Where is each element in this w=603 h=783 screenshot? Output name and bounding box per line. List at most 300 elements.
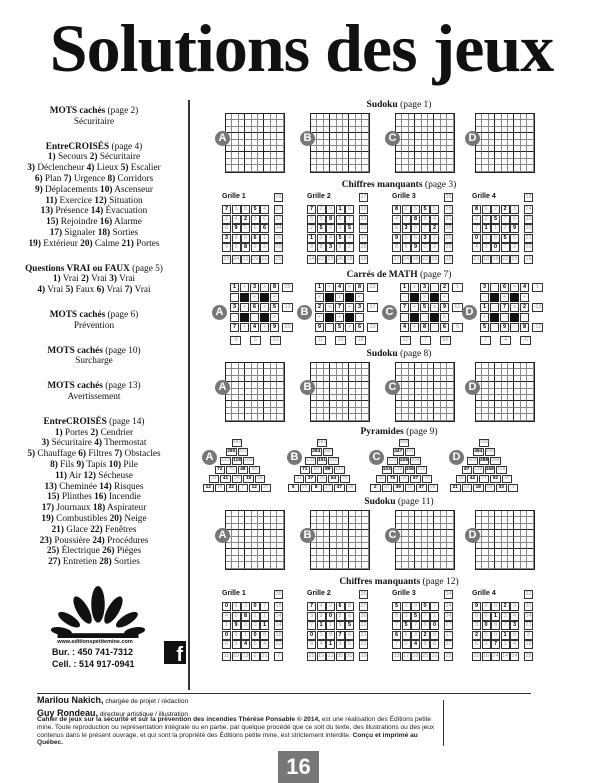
pyramid-block: 484 xyxy=(232,440,241,445)
column-result: -8 xyxy=(230,336,241,345)
black-cell xyxy=(240,293,249,302)
grid-cell: 7 xyxy=(402,215,411,224)
sudoku-puzzle xyxy=(300,113,370,173)
pyramid-block: 284 xyxy=(312,449,321,454)
row-sum: 16 xyxy=(525,244,532,250)
grid-cell: 5 xyxy=(392,602,401,611)
sudoku-puzzle xyxy=(465,113,535,173)
pyramid-block: 31 xyxy=(382,484,393,492)
math-cell: x xyxy=(430,303,439,312)
math-cell: 7 xyxy=(335,303,344,312)
row-sum: 21 xyxy=(525,234,532,241)
answer-word: Pile xyxy=(121,459,138,470)
answer-word: Cheminée xyxy=(56,481,100,492)
grid-cell: 7 xyxy=(491,640,500,649)
row-sum: 27 xyxy=(275,206,282,212)
pyramid-block: 12 xyxy=(203,484,214,492)
pyramid-block: 119 xyxy=(394,467,403,472)
column-sum: 16 xyxy=(431,653,438,659)
sudoku-puzzle xyxy=(465,510,535,570)
puzzle-letter-badge: C xyxy=(382,305,397,320)
pyramid-block: 229 xyxy=(329,458,338,463)
math-cell: 8 xyxy=(355,283,364,292)
corner-value: 26 xyxy=(275,591,282,597)
grid-cell: 1 xyxy=(326,621,335,630)
math-cell: - xyxy=(400,313,409,322)
answer-number: 16) xyxy=(94,492,107,503)
block-page: (page 5) xyxy=(129,263,163,274)
sudoku-cell xyxy=(362,562,368,568)
pyramid-block: 45 xyxy=(456,475,467,483)
sudoku-grid xyxy=(310,510,370,570)
sudoku-cell xyxy=(362,165,368,171)
pyramid-block: 22 xyxy=(226,484,237,492)
sudoku-puzzle xyxy=(215,362,285,422)
answer-word: Sorties xyxy=(110,227,139,238)
sudoku-grid xyxy=(225,362,285,422)
math-cell: + xyxy=(325,283,334,292)
answer-line xyxy=(0,449,188,460)
pyramid-block: 7 xyxy=(238,484,249,492)
grid-cell: 8 xyxy=(260,631,269,640)
column-sum: 19 xyxy=(242,653,249,659)
answer-word: Filtres xyxy=(86,449,115,460)
pyramid-block: 206 xyxy=(468,458,477,463)
grid-cell: 3 xyxy=(251,215,260,224)
grid-cell: 3 xyxy=(510,205,519,214)
total-sum: 28 xyxy=(445,256,452,262)
sudoku-cell xyxy=(277,562,283,568)
chiffres-grille xyxy=(392,193,462,273)
answer-number: 17) xyxy=(41,503,55,514)
answer-line xyxy=(0,117,188,128)
answer-number: 3) xyxy=(27,163,35,174)
column-sum: 20 xyxy=(261,256,268,262)
sudoku-grid xyxy=(310,362,370,422)
pyramid-block: 73 xyxy=(422,475,433,483)
math-cell: 9 xyxy=(315,323,324,332)
grid-cell: 8 xyxy=(430,640,439,649)
sudoku-puzzle xyxy=(465,362,535,422)
grid-cell: 0 xyxy=(472,612,481,621)
grid-cell: 5 xyxy=(421,205,430,214)
pyramid-block: 142 xyxy=(221,458,230,463)
answer-line xyxy=(0,503,188,514)
math-cell: 5 xyxy=(335,323,344,332)
grid-cell: 9 xyxy=(326,631,335,640)
math-cell: - xyxy=(250,313,259,322)
answer-word: Vrai xyxy=(104,285,125,296)
cell-phone: Cell. : 514 917-0941 xyxy=(52,658,135,669)
grid-cell: 5 xyxy=(307,215,316,224)
answer-number: 2) xyxy=(81,274,89,285)
puzzle-letter-badge: A xyxy=(215,380,230,395)
grid-cell: 7 xyxy=(501,243,510,252)
column-sum: 20 xyxy=(473,653,480,659)
grid-cell: 2 xyxy=(501,224,510,233)
sudoku-cell xyxy=(527,562,533,568)
math-cell: + xyxy=(260,303,269,312)
column-sum: 24 xyxy=(232,256,240,262)
pyramid-block: 151 xyxy=(317,458,326,463)
answer-line xyxy=(0,206,188,217)
puzzle-letter-badge: B xyxy=(287,450,302,465)
credit-name: Guy Rondeau, xyxy=(37,707,99,718)
answer-word: Signaler xyxy=(62,227,98,238)
grid-cell: 1 xyxy=(222,621,231,630)
section-name: Carrés de MATH xyxy=(346,270,418,280)
answer-word: Rejoindre xyxy=(58,217,100,228)
grid-cell: 2 xyxy=(430,234,439,243)
math-cell: + xyxy=(480,313,489,322)
grid-cell: 8 xyxy=(241,205,250,214)
pyramid-block: 236 xyxy=(411,458,420,463)
puzzle-letter-badge: D xyxy=(465,131,480,146)
sudoku-grid xyxy=(475,362,535,422)
column-sum: 23 xyxy=(501,256,509,262)
chiffres-grille xyxy=(222,590,292,670)
column-result: 10 xyxy=(400,336,411,345)
pyramid-block: 64 xyxy=(328,475,339,483)
answer-word: Portes xyxy=(133,238,160,249)
grid-cell: 0 xyxy=(232,612,241,621)
legal-bold: Conçu et imprimé au Québec. xyxy=(37,731,418,747)
column-sum: 25 xyxy=(327,256,334,262)
row-sum: 21 xyxy=(360,225,367,231)
column-sum: 17 xyxy=(402,653,410,659)
answer-word: Sorties xyxy=(111,557,140,568)
answer-number: 27) xyxy=(48,557,61,568)
section-title xyxy=(195,349,603,359)
math-cell: - xyxy=(490,283,499,292)
pyramid-block: 33 xyxy=(376,475,387,483)
grid-cell: 8 xyxy=(411,224,420,233)
pyramid-block: 4 xyxy=(508,484,519,492)
grid-cell: 3 xyxy=(421,234,430,243)
pyramid-block: 664 xyxy=(317,440,326,445)
math-cell: + xyxy=(335,313,344,322)
pyramid-block: 29 xyxy=(346,484,357,492)
answer-line xyxy=(0,196,188,207)
row-sum: 31 xyxy=(360,215,367,222)
grid-cell: 9 xyxy=(392,234,401,243)
grid-cell: 1 xyxy=(482,224,491,233)
footer-vertical-divider xyxy=(443,700,444,746)
answer-word: Présence xyxy=(53,206,91,217)
column-sum: 28 xyxy=(412,653,419,659)
section-sudoku1 xyxy=(195,100,603,178)
math-cell: 9 xyxy=(270,323,279,332)
answer-line xyxy=(0,217,188,228)
column-sum: 31 xyxy=(242,256,249,262)
answer-block-title xyxy=(0,381,188,392)
answer-number: 7) xyxy=(114,449,123,460)
grid-cell: 3 xyxy=(482,243,491,252)
answer-word: Sécheuse xyxy=(95,470,133,481)
grid-cell: 5 xyxy=(430,205,439,214)
answer-number: 17) xyxy=(49,227,63,238)
black-cell xyxy=(510,293,519,302)
puzzle-letter-badge: D xyxy=(462,305,477,320)
answer-line xyxy=(0,471,188,482)
math-cell: 3 xyxy=(420,283,429,292)
math-cell: - xyxy=(490,323,499,332)
pyramid-block: 12 xyxy=(249,484,260,492)
math-cell: + xyxy=(410,303,419,312)
row-sum: 26 xyxy=(360,612,367,619)
grid-cell: 8 xyxy=(241,612,250,621)
math-cell: - xyxy=(355,313,364,322)
grid-cell: 2 xyxy=(430,224,439,233)
answer-line xyxy=(0,536,188,547)
grid-cell: 5 xyxy=(491,215,500,224)
credit-role: chargée de projet / rédaction xyxy=(103,698,189,705)
column-result: 18 xyxy=(355,336,366,345)
row-sum: 20 xyxy=(525,225,532,231)
answer-number: 16) xyxy=(99,217,113,228)
puzzle-letter-badge: B xyxy=(300,528,315,543)
pyramid-block: 103 xyxy=(382,467,391,472)
answer-word: Journaux xyxy=(54,503,93,514)
column-sum: 29 xyxy=(251,256,259,262)
pyramid-block: 59 xyxy=(485,484,496,492)
grid-cell: 2 xyxy=(472,215,481,224)
answer-word: Air xyxy=(67,470,84,481)
column-sum: 13 xyxy=(327,653,334,659)
answer-line xyxy=(0,492,188,503)
answer-number: 28) xyxy=(99,557,112,568)
column-result: 33 xyxy=(335,336,346,345)
column-sum: 25 xyxy=(223,256,230,262)
row-sum: 31 xyxy=(525,603,532,609)
pyramid-block: 118 xyxy=(233,458,241,463)
grid-cell: 3 xyxy=(336,640,345,649)
column-sum: 19 xyxy=(317,653,325,659)
section-page: (page 7) xyxy=(417,270,452,280)
section-name: Chiffres manquants xyxy=(341,180,423,190)
row-sum: 28 xyxy=(445,225,452,231)
grid-cell: 5 xyxy=(251,640,260,649)
pyramid-block: 70 xyxy=(226,466,237,474)
facebook-icon[interactable]: f xyxy=(164,641,186,664)
pyramid-block: 27 xyxy=(261,484,272,492)
answer-number: 1) xyxy=(52,274,61,285)
grid-cell: 4 xyxy=(222,612,231,621)
grid-cell: 7 xyxy=(307,621,316,630)
row-sum: 14 xyxy=(275,612,282,619)
section-title xyxy=(195,270,603,280)
puzzle-letter-badge: B xyxy=(300,380,315,395)
grid-cell: 3 xyxy=(510,621,519,630)
answer-line xyxy=(0,514,188,525)
math-cell: + xyxy=(510,283,519,292)
column-sum: 6 xyxy=(251,652,260,661)
pyramid-block: 298 xyxy=(491,458,500,463)
grid-cell: 9 xyxy=(326,215,335,224)
grid-cell: 4 xyxy=(510,612,519,621)
math-cell: 6 xyxy=(440,323,449,332)
page-number: 16 xyxy=(278,751,319,783)
grid-cell: 5 xyxy=(345,640,354,649)
answer-number: 8) xyxy=(50,459,58,470)
grille-label: Grille 2 xyxy=(307,590,331,597)
section-name: Pyramides xyxy=(360,427,404,437)
math-cell: - xyxy=(520,313,529,322)
grid-cell: 3 xyxy=(482,234,491,243)
answer-word: Tapis xyxy=(84,459,109,470)
grid-cell: 9 xyxy=(251,243,260,252)
grid-cell: 6 xyxy=(482,612,491,621)
answer-number: 4) xyxy=(94,438,102,449)
grid-cell: 1 xyxy=(430,612,439,621)
pyramid-block: 10 xyxy=(405,484,416,492)
math-cell: x xyxy=(335,293,344,302)
corner-value: 26 xyxy=(360,591,367,597)
section-page: (page 1) xyxy=(397,100,432,110)
math-cell: - xyxy=(230,313,239,322)
row-sum: 19 xyxy=(360,206,367,212)
math-cell: x xyxy=(325,303,334,312)
column-result: 33 xyxy=(270,336,281,345)
grid-cell: 0 xyxy=(345,205,354,214)
puzzle-letter-badge: C xyxy=(369,450,384,465)
block-title: EntreCROISÉS xyxy=(45,141,110,152)
grid-cell: 4 xyxy=(392,215,401,224)
grid-cell: 1 xyxy=(326,640,335,649)
math-cell: 4 xyxy=(250,323,259,332)
row-sum: 23 xyxy=(360,631,367,638)
grille-label: Grille 3 xyxy=(392,193,416,200)
sudoku-cell xyxy=(447,414,453,420)
answer-word: Lieux xyxy=(94,163,121,174)
column-sum: 33 xyxy=(393,653,400,659)
column-sum: 11 xyxy=(223,653,230,659)
row-result: -12 xyxy=(533,324,542,330)
pyramid-block: 19 xyxy=(243,475,254,483)
math-cell: - xyxy=(490,303,499,312)
section-chiffres3 xyxy=(195,180,603,270)
grid-cell: 8 xyxy=(421,215,430,224)
answer-word: Déplacements xyxy=(42,184,101,195)
column-sum: 18 xyxy=(482,256,490,262)
answer-number: 8) xyxy=(107,173,116,184)
grid-cell: 3 xyxy=(472,621,481,630)
pyramid-block: 447 xyxy=(394,449,403,454)
math-square xyxy=(382,283,462,353)
sudoku-grid xyxy=(225,510,285,570)
grid-cell: 1 xyxy=(482,640,491,649)
grid-cell: 4 xyxy=(232,215,241,224)
grid-cell: 2 xyxy=(491,205,500,214)
answer-number: 20) xyxy=(109,513,123,524)
pyramid-block: 58 xyxy=(249,466,260,474)
math-cell: + xyxy=(500,293,509,302)
pyramid-block: 34 xyxy=(294,475,305,483)
math-cell: 8 xyxy=(420,323,429,332)
puzzle-letter-badge: D xyxy=(465,380,480,395)
answer-line xyxy=(0,557,188,568)
math-cell: 6 xyxy=(500,283,509,292)
block-title: MOTS cachés xyxy=(49,309,106,320)
sudoku-cell xyxy=(447,562,453,568)
pyramid-block: 21 xyxy=(450,484,461,492)
row-sum: 24 xyxy=(525,206,532,212)
pyramid-block: 380 xyxy=(323,449,332,454)
puzzle-letter-badge: C xyxy=(385,380,400,395)
math-cell: x xyxy=(410,283,419,292)
pyramid-block: 49 xyxy=(399,475,410,483)
grid-cell: 1 xyxy=(260,234,269,243)
pyramid-block: 225 xyxy=(399,458,408,463)
answer-word: Fils xyxy=(57,459,77,470)
sudoku-cell xyxy=(277,165,283,171)
grid-cell: 2 xyxy=(472,631,481,640)
column-sum: 16 xyxy=(492,256,499,262)
answer-word: Avertissement xyxy=(67,391,121,402)
math-cell: x xyxy=(270,313,279,322)
answer-number: 14) xyxy=(90,206,104,217)
grid-cell: 6 xyxy=(251,234,260,243)
pyramid-block: 129 xyxy=(497,467,506,472)
answer-number: 12) xyxy=(94,195,107,206)
puzzle-letter-badge: B xyxy=(297,305,312,320)
answer-number: 25) xyxy=(46,546,60,557)
pyramid-block: 62 xyxy=(311,466,322,474)
answer-word: Portes xyxy=(62,427,91,438)
total-sum: 19 xyxy=(360,256,367,262)
grid-cell: 6 xyxy=(251,224,260,233)
pyramid-block: 26 xyxy=(428,484,439,492)
sudoku-puzzle xyxy=(385,113,455,173)
sudoku-grid xyxy=(225,113,285,173)
total-sum: 29 xyxy=(360,653,367,659)
answer-number: 20) xyxy=(80,238,93,249)
grid-cell: 3 xyxy=(232,205,241,214)
answer-line xyxy=(0,185,188,196)
grid-cell: 7 xyxy=(392,640,401,649)
grille-label: Grille 3 xyxy=(392,590,416,597)
math-cell: 9 xyxy=(500,323,509,332)
pyramid-block: 57 xyxy=(410,475,421,483)
column-sum: 26 xyxy=(336,256,344,262)
section-page: (page 12) xyxy=(420,577,459,587)
grid-cell: 7 xyxy=(421,612,430,621)
website-url[interactable]: www.editionspetitemine.com xyxy=(57,639,133,645)
answer-word: Sécuritaire xyxy=(49,438,95,449)
answer-number: 4) xyxy=(86,163,95,174)
grid-cell: 7 xyxy=(260,602,269,611)
section-name: Sudoku xyxy=(366,100,398,110)
math-square xyxy=(297,283,377,353)
answer-block xyxy=(0,417,188,568)
total-sum: 28 xyxy=(525,653,532,659)
math-cell: 5 xyxy=(420,303,429,312)
grid-cell: 0 xyxy=(482,631,491,640)
block-title: Questions VRAI ou FAUX xyxy=(25,263,130,274)
answer-word: Aspirateur xyxy=(105,503,147,514)
answer-number: 15) xyxy=(46,217,59,228)
grid-cell: 8 xyxy=(392,243,401,252)
black-cell xyxy=(345,313,354,322)
math-cell: - xyxy=(480,293,489,302)
answer-block-title xyxy=(0,310,188,321)
sudoku-puzzle xyxy=(385,510,455,570)
column-sum: 15 xyxy=(431,256,438,262)
pyramid-block: 47 xyxy=(416,484,427,492)
pyramid-block: 42 xyxy=(467,475,478,483)
column-sum: 14 xyxy=(501,653,509,659)
grid-cell: 9 xyxy=(317,612,326,621)
